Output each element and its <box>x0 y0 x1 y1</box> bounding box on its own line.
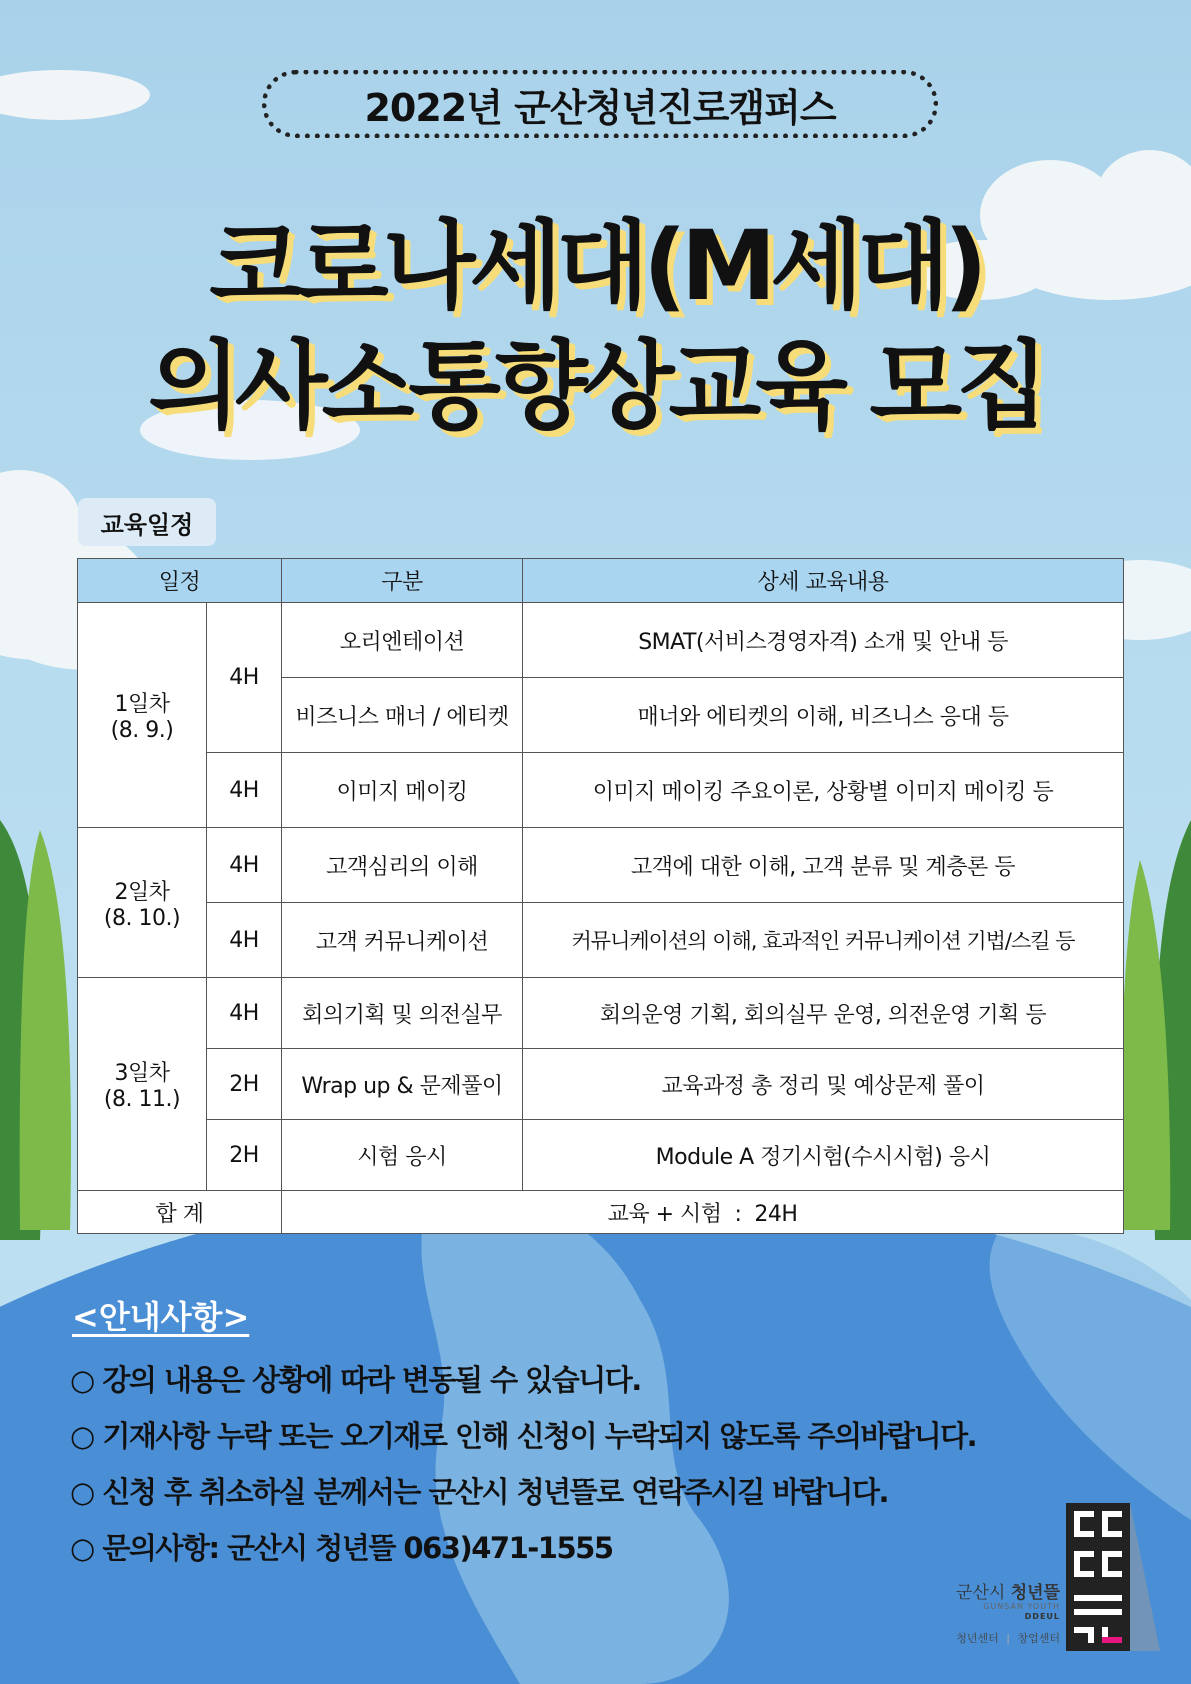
detail-cell: SMAT(서비스경영자격) 소개 및 안내 등 <box>523 603 1124 678</box>
logo-center-1: 청년센터 <box>956 1632 999 1645</box>
notice-item: ○ 기재사항 누락 또는 오기재로 인해 신청이 누락되지 않도록 주의바랍니다. <box>70 1419 977 1453</box>
logo-shadow <box>1130 1503 1170 1651</box>
category-cell: 회의기획 및 의전실무 <box>282 978 523 1049</box>
hours-cell: 4H <box>207 753 282 828</box>
day-label: 3일차 <box>114 1061 170 1086</box>
total-row <box>78 1191 1124 1234</box>
logo-center-2: 창업센터 <box>1017 1632 1060 1645</box>
hours-cell: 4H <box>207 828 282 903</box>
day-cell <box>78 828 207 978</box>
notice-item: ○ 신청 후 취소하실 분께서는 군산시 청년뜰로 연락주시길 바랍니다. <box>70 1475 888 1509</box>
logo-name-prefix: 군산시 <box>956 1583 1006 1603</box>
campus-banner: 2022년 군산청년진로캠퍼스 <box>262 70 938 138</box>
detail-cell: 교육과정 총 정리 및 예상문제 풀이 <box>523 1049 1124 1120</box>
notice-item: ○ 문의사항: 군산시 청년뜰 063)471-1555 <box>70 1531 613 1565</box>
youth-ddeul-logo-mark <box>1066 1503 1130 1651</box>
header-category: 구분 <box>282 559 523 603</box>
logo-name <box>900 1578 1060 1603</box>
day-cell <box>78 978 207 1191</box>
category-cell: 이미지 메이킹 <box>282 753 523 828</box>
detail-cell: 이미지 메이킹 주요이론, 상황별 이미지 메이킹 등 <box>523 753 1124 828</box>
title-line-1: 코로나세대(M세대) <box>209 210 982 322</box>
detail-cell: 매너와 에티켓의 이해, 비즈니스 응대 등 <box>523 678 1124 753</box>
notice-heading: <안내사항> <box>72 1298 250 1336</box>
notice-item: ○ 강의 내용은 상황에 따라 변동될 수 있습니다. <box>70 1363 641 1397</box>
table-row <box>78 828 1124 903</box>
detail-cell: 커뮤니케이션의 이해, 효과적인 커뮤니케이션 기법/스킬 등 <box>523 903 1124 978</box>
table-row <box>78 603 1124 678</box>
header-detail: 상세 교육내용 <box>523 559 1124 603</box>
table-row <box>78 903 1124 978</box>
hours-cell: 2H <box>207 1049 282 1120</box>
category-cell: 시험 응시 <box>282 1120 523 1191</box>
table-row <box>78 978 1124 1049</box>
category-cell: 고객심리의 이해 <box>282 828 523 903</box>
detail-cell: Module A 정기시험(수시시험) 응시 <box>523 1120 1124 1191</box>
logo-english-2: DDEUL <box>1024 1612 1060 1621</box>
schedule-table <box>77 558 1124 1234</box>
total-label: 합 계 <box>78 1191 282 1234</box>
table-row <box>78 753 1124 828</box>
hours-cell: 4H <box>207 603 282 753</box>
logo-name-bold: 청년뜰 <box>1010 1583 1060 1603</box>
category-cell: 고객 커뮤니케이션 <box>282 903 523 978</box>
category-cell: 오리엔테이션 <box>282 603 523 678</box>
day-date: (8. 10.) <box>103 905 181 931</box>
detail-cell: 회의운영 기획, 회의실무 운영, 의전운영 기획 등 <box>523 978 1124 1049</box>
category-cell: 비즈니스 매너 / 에티켓 <box>282 678 523 753</box>
table-row <box>78 1049 1124 1120</box>
day-label: 2일차 <box>114 879 170 905</box>
logo-english: GUNSAN YOUTH <box>983 1602 1060 1611</box>
day-date: (8. 11.) <box>103 1087 181 1112</box>
schedule-tag: 교육일정 <box>78 498 216 546</box>
table-row <box>78 1120 1124 1191</box>
detail-cell: 고객에 대한 이해, 고객 분류 및 계층론 등 <box>523 828 1124 903</box>
header-schedule: 일정 <box>78 559 282 603</box>
cloud-left-top <box>0 70 150 120</box>
hours-cell: 4H <box>207 903 282 978</box>
category-cell: Wrap up & 문제풀이 <box>282 1049 523 1120</box>
title-line-2: 의사소통향상교육 모집 <box>148 330 1043 442</box>
day-date: (8. 9.) <box>110 718 174 743</box>
trees-left <box>0 820 71 1240</box>
day-cell <box>78 603 207 828</box>
trees-right <box>1121 820 1191 1240</box>
logo-centers: 청년센터 | 창업센터 <box>956 1632 1060 1645</box>
table-header-row <box>78 559 1124 603</box>
day-label: 1일차 <box>114 692 170 717</box>
hours-cell: 4H <box>207 978 282 1049</box>
total-value: 교육 + 시험 : 24H <box>282 1191 1124 1234</box>
hours-cell: 2H <box>207 1120 282 1191</box>
